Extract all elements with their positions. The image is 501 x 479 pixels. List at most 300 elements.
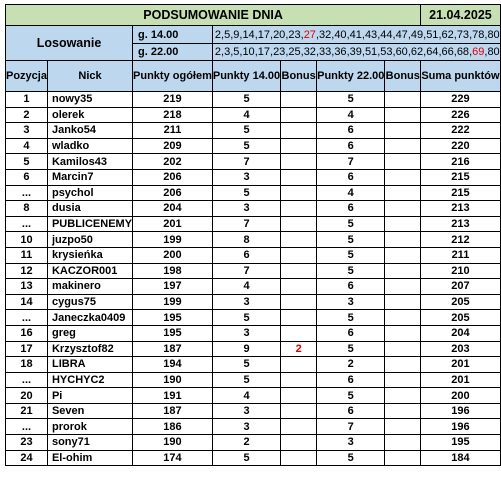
header-punkty-ogolem: Punkty ogółem <box>133 61 213 92</box>
position-cell: 17 <box>6 341 48 357</box>
bonus-2-cell <box>385 310 421 326</box>
sum-cell: 222 <box>421 123 500 139</box>
number-separator: , <box>300 28 304 41</box>
table-row <box>6 185 501 201</box>
number-separator: , <box>361 46 365 58</box>
total-points-cell: 204 <box>133 201 213 217</box>
position-cell: ... <box>6 216 48 232</box>
points-22-cell: 7 <box>317 419 385 435</box>
points-22-cell: 4 <box>317 185 385 201</box>
points-22-cell: 6 <box>317 403 385 419</box>
points-14-cell: 5 <box>212 310 280 326</box>
bonus-1-cell <box>281 169 317 185</box>
total-points-cell: 190 <box>133 435 213 451</box>
drawn-number: 43 <box>364 28 378 41</box>
number-separator: , <box>300 46 304 58</box>
number-separator: , <box>346 46 350 58</box>
position-cell: ... <box>6 310 48 326</box>
drawn-number: 68 <box>456 46 470 58</box>
nick-cell: cygus75 <box>47 294 132 310</box>
number-separator: , <box>285 28 289 41</box>
drawn-number: 20 <box>273 28 286 41</box>
number-separator: , <box>361 28 365 41</box>
number-separator: , <box>484 28 488 41</box>
bonus-1-cell <box>281 403 317 419</box>
table-row <box>6 138 501 154</box>
nick-cell: PUBLICENEMY <box>47 216 132 232</box>
drawn-number: 5 <box>233 46 240 58</box>
drawn-number: 49 <box>410 28 424 41</box>
drawn-number: 51 <box>364 46 378 58</box>
number-separator: , <box>392 46 396 58</box>
total-points-cell: 218 <box>133 107 213 123</box>
nick-cell: KACZOR001 <box>47 263 132 279</box>
sum-cell: 184 <box>421 450 500 466</box>
bonus-1-cell <box>281 185 317 201</box>
bonus-2-cell <box>385 450 421 466</box>
position-cell: 12 <box>6 263 48 279</box>
nick-cell: dusia <box>47 201 132 217</box>
drawn-number: 10 <box>242 46 255 58</box>
position-cell: 4 <box>6 138 48 154</box>
position-cell: 6 <box>6 169 48 185</box>
sum-cell: 215 <box>421 169 500 185</box>
number-separator: , <box>392 28 396 41</box>
nick-cell: makinero <box>47 279 132 295</box>
table-row <box>6 450 501 466</box>
drawn-number: 3 <box>224 46 231 58</box>
total-points-cell: 197 <box>133 279 213 295</box>
position-cell: 5 <box>6 154 48 170</box>
nick-cell: El-ohim <box>47 450 132 466</box>
number-separator: , <box>254 28 258 41</box>
points-22-cell: 3 <box>317 435 385 451</box>
drawn-number: 40 <box>334 28 347 41</box>
total-points-cell: 194 <box>133 357 213 373</box>
total-points-cell: 209 <box>133 138 213 154</box>
table-row <box>6 357 501 373</box>
points-22-cell: 4 <box>317 107 385 123</box>
points-14-cell: 5 <box>212 138 280 154</box>
number-separator: , <box>346 28 350 41</box>
number-separator: , <box>484 46 488 58</box>
session-2-label: g. 22.00 <box>133 44 213 61</box>
bonus-1-cell <box>281 450 317 466</box>
sum-cell: 203 <box>421 341 500 357</box>
drawn-number: 2 <box>214 28 221 41</box>
bonus-1-cell: 2 <box>281 341 317 357</box>
number-separator: , <box>254 46 258 58</box>
column-header-row <box>6 61 501 92</box>
number-separator: , <box>221 46 225 58</box>
drawn-number: 32 <box>319 28 332 41</box>
nick-cell: Marcin7 <box>47 169 132 185</box>
bonus-2-cell <box>385 185 421 201</box>
sum-cell: 216 <box>421 154 500 170</box>
nick-cell: krysieńka <box>47 247 132 263</box>
bonus-1-cell <box>281 216 317 232</box>
table-row <box>6 107 501 123</box>
position-cell: 3 <box>6 123 48 139</box>
position-cell: ... <box>6 372 48 388</box>
drawn-number: 47 <box>395 28 408 41</box>
drawn-number: 78 <box>472 28 485 41</box>
header-punkty-22: Punkty 22.00 <box>317 61 385 92</box>
bonus-1-cell <box>281 294 317 310</box>
sum-cell: 229 <box>421 92 500 108</box>
sum-cell: 205 <box>421 294 500 310</box>
number-separator: , <box>469 28 473 41</box>
sum-cell: 196 <box>421 419 500 435</box>
drawn-number: 62 <box>410 46 424 58</box>
drawn-number: 62 <box>441 28 454 41</box>
sum-cell: 207 <box>421 279 500 295</box>
bonus-2-cell <box>385 216 421 232</box>
page-title: PODSUMOWANIE DNIA <box>6 5 421 26</box>
table-row <box>6 247 501 263</box>
losowanie-label: Losowanie <box>6 26 133 61</box>
bonus-2-cell <box>385 419 421 435</box>
total-points-cell: 190 <box>133 372 213 388</box>
number-separator: , <box>377 28 381 41</box>
number-separator: , <box>270 46 274 58</box>
nick-cell: Krzysztof82 <box>47 341 132 357</box>
bonus-2-cell <box>385 357 421 373</box>
bonus-2-cell <box>385 388 421 404</box>
points-14-cell: 4 <box>212 107 280 123</box>
total-points-cell: 174 <box>133 450 213 466</box>
bonus-2-cell <box>385 403 421 419</box>
number-separator: , <box>453 46 457 58</box>
bonus-2-cell <box>385 325 421 341</box>
report-date: 21.04.2025 <box>421 5 500 26</box>
nick-cell: prorok <box>47 419 132 435</box>
bonus-2-cell <box>385 169 421 185</box>
sum-cell: 204 <box>421 325 500 341</box>
nick-cell: wladko <box>47 138 132 154</box>
total-points-cell: 187 <box>133 403 213 419</box>
total-points-cell: 219 <box>133 92 213 108</box>
header-nick: Nick <box>47 61 132 92</box>
number-separator: , <box>423 28 427 41</box>
sum-cell: 195 <box>421 435 500 451</box>
points-14-cell: 3 <box>212 294 280 310</box>
sum-cell: 213 <box>421 216 500 232</box>
number-separator: , <box>239 46 243 58</box>
drawn-number: 80 <box>487 46 500 58</box>
sum-cell: 201 <box>421 372 500 388</box>
position-cell: 23 <box>6 435 48 451</box>
drawn-number: 60 <box>395 46 408 58</box>
nick-cell: juzpo50 <box>47 232 132 248</box>
drawn-number: 80 <box>487 28 500 41</box>
points-22-cell: 7 <box>317 154 385 170</box>
total-points-cell: 200 <box>133 247 213 263</box>
daily-summary-table <box>5 4 501 466</box>
session-1-label: g. 14.00 <box>133 26 213 44</box>
header-bonus-1: Bonus <box>281 61 317 92</box>
points-22-cell: 5 <box>317 341 385 357</box>
number-separator: , <box>315 28 319 41</box>
points-14-cell: 3 <box>212 403 280 419</box>
bonus-1-cell <box>281 310 317 326</box>
points-14-cell: 3 <box>212 169 280 185</box>
bonus-2-cell <box>385 201 421 217</box>
bonus-2-cell <box>385 435 421 451</box>
number-separator: , <box>230 28 234 41</box>
points-22-cell: 6 <box>317 279 385 295</box>
points-22-cell: 5 <box>317 92 385 108</box>
points-22-cell: 6 <box>317 169 385 185</box>
points-14-cell: 5 <box>212 372 280 388</box>
number-separator: , <box>239 28 243 41</box>
table-row <box>6 201 501 217</box>
table-row <box>6 310 501 326</box>
bonus-1-cell <box>281 263 317 279</box>
drawn-number: 27 <box>303 28 316 41</box>
points-14-cell: 4 <box>212 279 280 295</box>
number-separator: , <box>221 28 225 41</box>
bonus-2-cell <box>385 263 421 279</box>
nick-cell: sony71 <box>47 435 132 451</box>
drawn-number: 33 <box>319 46 332 58</box>
sum-cell: 226 <box>421 107 500 123</box>
total-points-cell: 191 <box>133 388 213 404</box>
total-points-cell: 195 <box>133 310 213 326</box>
drawn-number: 51 <box>426 28 439 41</box>
drawn-number: 14 <box>242 28 255 41</box>
sum-cell: 200 <box>421 388 500 404</box>
number-separator: , <box>453 28 457 41</box>
nick-cell: Kamilos43 <box>47 154 132 170</box>
points-14-cell: 8 <box>212 232 280 248</box>
drawn-number: 69 <box>472 46 485 58</box>
sum-cell: 201 <box>421 357 500 373</box>
position-cell: 16 <box>6 325 48 341</box>
table-row <box>6 341 501 357</box>
bonus-1-cell <box>281 325 317 341</box>
total-points-cell: 206 <box>133 169 213 185</box>
drawn-number: 32 <box>303 46 316 58</box>
drawn-number: 64 <box>426 46 439 58</box>
table-row <box>6 372 501 388</box>
points-14-cell: 5 <box>212 185 280 201</box>
points-14-cell: 5 <box>212 123 280 139</box>
bonus-1-cell <box>281 388 317 404</box>
number-separator: , <box>270 28 274 41</box>
drawn-number: 66 <box>441 46 454 58</box>
drawn-number: 17 <box>257 28 270 41</box>
table-row <box>6 232 501 248</box>
position-cell: 1 <box>6 92 48 108</box>
points-22-cell: 3 <box>317 294 385 310</box>
sum-cell: 210 <box>421 263 500 279</box>
drawn-number: 44 <box>380 28 393 41</box>
header-suma: Suma punktów <box>421 61 500 92</box>
points-22-cell: 2 <box>317 357 385 373</box>
number-separator: , <box>438 28 442 41</box>
bonus-2-cell <box>385 247 421 263</box>
points-22-cell: 5 <box>317 310 385 326</box>
session-1-numbers <box>212 26 500 44</box>
table-row <box>6 154 501 170</box>
bonus-1-cell <box>281 107 317 123</box>
total-points-cell: 195 <box>133 325 213 341</box>
number-separator: , <box>423 46 427 58</box>
position-cell: ... <box>6 185 48 201</box>
bonus-1-cell <box>281 279 317 295</box>
table-row <box>6 263 501 279</box>
number-separator: , <box>438 46 442 58</box>
header-bonus-2: Bonus <box>385 61 421 92</box>
points-14-cell: 7 <box>212 216 280 232</box>
position-cell: 18 <box>6 357 48 373</box>
header-pozycja: Pozycja <box>6 61 48 92</box>
points-14-cell: 2 <box>212 435 280 451</box>
number-separator: , <box>230 46 234 58</box>
bonus-1-cell <box>281 372 317 388</box>
drawn-number: 9 <box>233 28 240 41</box>
drawn-number: 2 <box>214 46 221 58</box>
position-cell: 2 <box>6 107 48 123</box>
position-cell: ... <box>6 419 48 435</box>
position-cell: 20 <box>6 388 48 404</box>
table-row <box>6 294 501 310</box>
sum-cell: 196 <box>421 403 500 419</box>
position-cell: 10 <box>6 232 48 248</box>
bonus-1-cell <box>281 435 317 451</box>
drawn-number: 73 <box>456 28 470 41</box>
points-22-cell: 6 <box>317 325 385 341</box>
points-22-cell: 6 <box>317 372 385 388</box>
bonus-1-cell <box>281 247 317 263</box>
table-row <box>6 435 501 451</box>
sum-cell: 211 <box>421 247 500 263</box>
nick-cell: Janeczka0409 <box>47 310 132 326</box>
table-row <box>6 325 501 341</box>
points-14-cell: 5 <box>212 92 280 108</box>
drawn-number: 36 <box>334 46 347 58</box>
table-row <box>6 169 501 185</box>
total-points-cell: 187 <box>133 341 213 357</box>
table-row <box>6 216 501 232</box>
nick-cell: HYCHYC2 <box>47 372 132 388</box>
sum-cell: 205 <box>421 310 500 326</box>
points-22-cell: 6 <box>317 138 385 154</box>
number-separator: , <box>315 46 319 58</box>
number-separator: , <box>285 46 289 58</box>
points-14-cell: 5 <box>212 357 280 373</box>
bonus-2-cell <box>385 138 421 154</box>
points-22-cell: 5 <box>317 247 385 263</box>
nick-cell: LIBRA <box>47 357 132 373</box>
position-cell: 21 <box>6 403 48 419</box>
number-separator: , <box>469 46 473 58</box>
drawn-number: 23 <box>273 46 286 58</box>
nick-cell: greg <box>47 325 132 341</box>
bonus-2-cell <box>385 92 421 108</box>
bonus-1-cell <box>281 92 317 108</box>
bonus-2-cell <box>385 294 421 310</box>
session-2-numbers <box>212 44 500 61</box>
table-row <box>6 388 501 404</box>
points-14-cell: 6 <box>212 247 280 263</box>
total-points-cell: 199 <box>133 232 213 248</box>
position-cell: 14 <box>6 294 48 310</box>
number-separator: , <box>331 28 335 41</box>
number-separator: , <box>407 46 411 58</box>
position-cell: 24 <box>6 450 48 466</box>
nick-cell: Pi <box>47 388 132 404</box>
points-22-cell: 5 <box>317 263 385 279</box>
nick-cell: psychol <box>47 185 132 201</box>
drawn-number: 23 <box>288 28 301 41</box>
points-14-cell: 3 <box>212 419 280 435</box>
position-cell: 11 <box>6 247 48 263</box>
points-22-cell: 6 <box>317 123 385 139</box>
bonus-1-cell <box>281 154 317 170</box>
table-row <box>6 92 501 108</box>
total-points-cell: 198 <box>133 263 213 279</box>
bonus-2-cell <box>385 341 421 357</box>
total-points-cell: 201 <box>133 216 213 232</box>
sum-cell: 212 <box>421 232 500 248</box>
points-14-cell: 7 <box>212 263 280 279</box>
bonus-1-cell <box>281 357 317 373</box>
points-22-cell: 5 <box>317 216 385 232</box>
bonus-2-cell <box>385 123 421 139</box>
points-22-cell: 6 <box>317 201 385 217</box>
drawn-number: 5 <box>224 28 231 41</box>
bonus-1-cell <box>281 232 317 248</box>
drawn-number: 39 <box>349 46 362 58</box>
points-22-cell: 5 <box>317 232 385 248</box>
bonus-2-cell <box>385 279 421 295</box>
total-points-cell: 199 <box>133 294 213 310</box>
points-14-cell: 3 <box>212 325 280 341</box>
total-points-cell: 206 <box>133 185 213 201</box>
bonus-1-cell <box>281 123 317 139</box>
drawn-number: 17 <box>257 46 270 58</box>
nick-cell: olerek <box>47 107 132 123</box>
drawn-number: 25 <box>288 46 301 58</box>
sum-cell: 213 <box>421 201 500 217</box>
bonus-1-cell <box>281 201 317 217</box>
total-points-cell: 186 <box>133 419 213 435</box>
nick-cell: Seven <box>47 403 132 419</box>
bonus-2-cell <box>385 107 421 123</box>
drawn-number: 41 <box>349 28 362 41</box>
bonus-2-cell <box>385 372 421 388</box>
table-row <box>6 279 501 295</box>
nick-cell: Janko54 <box>47 123 132 139</box>
table-row <box>6 403 501 419</box>
position-cell: 13 <box>6 279 48 295</box>
sum-cell: 220 <box>421 138 500 154</box>
sum-cell: 215 <box>421 185 500 201</box>
total-points-cell: 211 <box>133 123 213 139</box>
points-14-cell: 7 <box>212 154 280 170</box>
points-14-cell: 4 <box>212 388 280 404</box>
header-punkty-14: Punkty 14.00 <box>212 61 280 92</box>
points-22-cell: 5 <box>317 450 385 466</box>
number-separator: , <box>377 46 381 58</box>
points-14-cell: 9 <box>212 341 280 357</box>
position-cell: 8 <box>6 201 48 217</box>
bonus-2-cell <box>385 232 421 248</box>
points-14-cell: 3 <box>212 201 280 217</box>
total-points-cell: 202 <box>133 154 213 170</box>
